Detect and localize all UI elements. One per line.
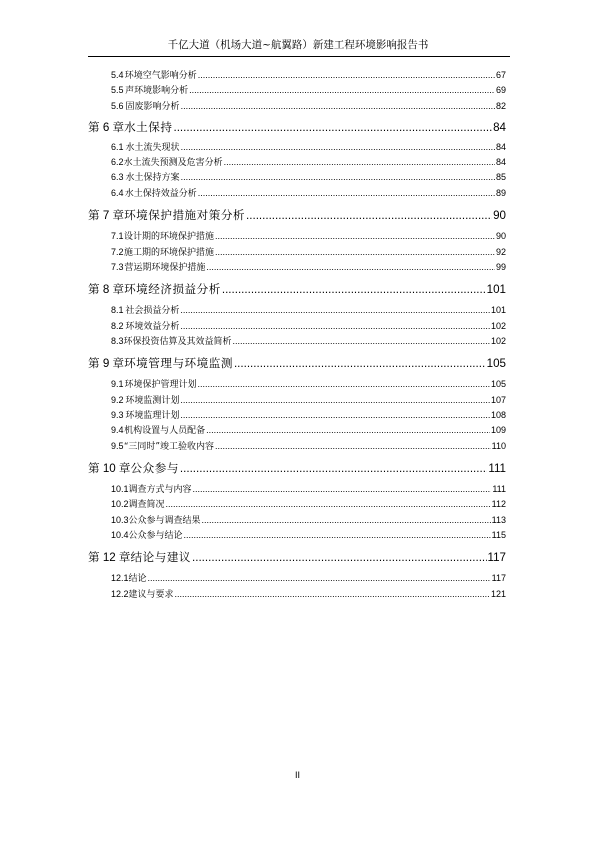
toc-entry-number: 9.3 bbox=[111, 410, 124, 421]
toc-section-entry[interactable] bbox=[88, 260, 506, 275]
toc-entry-number: 7.3 bbox=[111, 261, 124, 272]
toc-entry-page-number: 102 bbox=[490, 335, 506, 346]
toc-entry-number: 第 12 章 bbox=[88, 551, 131, 565]
dot-leader bbox=[198, 377, 490, 392]
toc-entry-page-number: 117 bbox=[491, 573, 506, 584]
toc-entry-page-number: 84 bbox=[493, 120, 506, 134]
toc-section-entry[interactable] bbox=[88, 423, 506, 438]
dot-leader bbox=[175, 587, 490, 602]
toc-entry-number: 9.2 bbox=[111, 394, 124, 405]
toc-entry-title: 环境保护管理计划 bbox=[124, 380, 197, 391]
page-number: II bbox=[294, 770, 300, 780]
dot-leader bbox=[166, 497, 491, 512]
toc-entry-number: 6.1 bbox=[111, 141, 124, 152]
toc-section-entry[interactable] bbox=[88, 155, 506, 170]
toc-entry-number: 8.3 bbox=[111, 335, 124, 346]
toc-entry-page-number: 89 bbox=[495, 187, 506, 198]
toc-section-entry[interactable] bbox=[88, 68, 506, 83]
toc-entry-title: 施工期的环境保护措施 bbox=[123, 247, 214, 258]
toc-section-entry[interactable] bbox=[88, 83, 506, 98]
toc-entry-title: 环境保护措施对策分析 bbox=[124, 208, 246, 223]
dot-leader bbox=[202, 513, 491, 528]
dot-leader bbox=[180, 408, 490, 423]
toc-entry-number: 第 6 章 bbox=[88, 120, 125, 134]
toc-chapter-entry[interactable] bbox=[88, 275, 506, 303]
toc-entry-title: 环境监理计划 bbox=[125, 411, 180, 422]
toc-entry-page-number: 102 bbox=[490, 320, 506, 331]
dot-leader bbox=[181, 170, 495, 185]
toc-section-entry[interactable] bbox=[88, 408, 506, 423]
dot-leader bbox=[215, 245, 495, 260]
toc-entry-number: 7.1 bbox=[111, 231, 124, 242]
toc-chapter-entry[interactable] bbox=[88, 349, 506, 377]
toc-chapter-entry[interactable] bbox=[88, 543, 506, 571]
toc-entry-title: 调查简况 bbox=[128, 500, 165, 511]
toc-entry-page-number: 111 bbox=[492, 484, 506, 495]
toc-entry-number: 5.5 bbox=[111, 85, 124, 96]
toc-entry-page-number: 67 bbox=[495, 70, 506, 80]
toc-entry-title: 水土流失现状 bbox=[125, 142, 180, 153]
toc-entry-page-number: 90 bbox=[493, 209, 506, 223]
toc-entry-number: 第 8 章 bbox=[88, 283, 125, 297]
toc-entry-number: 第 7 章 bbox=[88, 209, 125, 223]
toc-entry-number: 5.4 bbox=[111, 70, 124, 80]
toc-entry-page-number: 101 bbox=[490, 305, 506, 316]
dot-leader bbox=[233, 334, 490, 349]
dot-leader bbox=[180, 303, 490, 318]
toc-entry-page-number: 84 bbox=[495, 157, 506, 168]
toc-entry-title: 结论 bbox=[128, 574, 147, 585]
toc-entry-number: 6.3 bbox=[111, 172, 124, 183]
toc-section-entry[interactable] bbox=[88, 377, 506, 392]
toc-entry-title: 水土保持 bbox=[124, 119, 173, 134]
toc-entry-number: 9.1 bbox=[111, 379, 124, 390]
toc-entry-title: 营运期环境保护措施 bbox=[124, 262, 206, 273]
toc-section-entry[interactable] bbox=[88, 186, 506, 201]
toc-entry-title: 建议与要求 bbox=[128, 589, 174, 600]
toc-entry-title: 公众参与 bbox=[130, 460, 179, 475]
toc-entry-page-number: 105 bbox=[490, 379, 506, 390]
toc-entry-title: 调查方式与内容 bbox=[128, 485, 192, 496]
toc-entry-page-number: 99 bbox=[495, 261, 506, 272]
toc-entry-page-number: 92 bbox=[495, 246, 506, 257]
toc-section-entry[interactable] bbox=[88, 140, 506, 155]
toc-chapter-entry[interactable] bbox=[88, 201, 506, 229]
dot-leader bbox=[184, 528, 491, 543]
toc-entry-title: 结论与建议 bbox=[130, 550, 192, 565]
toc-section-entry[interactable] bbox=[88, 334, 506, 349]
toc-entry-number: 8.2 bbox=[111, 320, 124, 331]
toc-entry-page-number: 101 bbox=[486, 283, 506, 297]
dot-leader bbox=[173, 115, 492, 141]
dot-leader bbox=[180, 393, 490, 408]
dot-leader bbox=[215, 229, 495, 244]
toc-entry-title: 环境管理与环境监测 bbox=[124, 356, 233, 371]
toc-entry-page-number: 82 bbox=[495, 100, 506, 111]
dot-leader bbox=[181, 140, 495, 155]
dot-leader bbox=[222, 276, 486, 304]
toc-section-entry[interactable] bbox=[88, 319, 506, 334]
toc-entry-number: 12.2 bbox=[111, 588, 129, 599]
toc-entry-page-number: 90 bbox=[495, 231, 506, 242]
page-header-title: 千亿大道（机场大道~航翼路）新建工程环境影响报告书 bbox=[167, 39, 429, 51]
toc-entry-title: 公众参与调查结果 bbox=[128, 515, 201, 526]
toc-entry-title: 设计期的环境保护措施 bbox=[123, 232, 214, 243]
toc-entry-title: 机构设置与人员配备 bbox=[124, 426, 206, 437]
toc-entry-page-number: 107 bbox=[490, 394, 506, 405]
toc-entry-page-number: 84 bbox=[495, 141, 506, 152]
dot-leader bbox=[206, 260, 495, 275]
dot-leader bbox=[193, 482, 492, 497]
toc-entry-title: 环境效益分析 bbox=[125, 321, 180, 332]
toc-entry-page-number: 111 bbox=[488, 461, 506, 475]
toc-section-entry[interactable] bbox=[88, 482, 506, 497]
toc-entry-page-number: 110 bbox=[491, 440, 506, 451]
dot-leader bbox=[246, 202, 492, 230]
dot-leader bbox=[148, 571, 491, 586]
dot-leader bbox=[192, 544, 487, 572]
toc-chapter-entry[interactable] bbox=[88, 454, 506, 482]
header-rule bbox=[88, 56, 510, 57]
toc-entry-number: 6.2 bbox=[111, 157, 124, 168]
toc-entry-title: 水土流失预测及危害分析 bbox=[123, 158, 223, 169]
toc-section-entry[interactable] bbox=[88, 439, 506, 454]
toc-entry-title: 环境经济损益分析 bbox=[124, 282, 221, 297]
dot-leader bbox=[181, 99, 495, 114]
toc-entry-number: 12.1 bbox=[111, 573, 129, 584]
toc-section-entry[interactable] bbox=[88, 571, 506, 586]
dot-leader bbox=[198, 68, 495, 83]
toc-section-entry[interactable] bbox=[88, 170, 506, 185]
toc-entry-number: 8.1 bbox=[111, 305, 124, 316]
dot-leader bbox=[189, 83, 495, 98]
dot-leader bbox=[224, 155, 495, 170]
toc-entry-number: 9.4 bbox=[111, 425, 124, 436]
toc-entry-page-number: 112 bbox=[491, 499, 506, 510]
dot-leader bbox=[180, 319, 490, 334]
toc-entry-page-number: 115 bbox=[491, 529, 506, 540]
toc-entry-page-number: 69 bbox=[495, 85, 506, 96]
toc-entry-title: 声环境影响分析 bbox=[125, 86, 189, 97]
toc-entry-page-number: 117 bbox=[487, 551, 506, 565]
toc-entry-title: 环境监测计划 bbox=[125, 395, 180, 406]
toc-entry-page-number: 105 bbox=[486, 357, 506, 371]
toc-section-entry[interactable] bbox=[88, 497, 506, 512]
toc-entry-number: 5.6 bbox=[111, 100, 124, 111]
toc-entry-number: 10.2 bbox=[111, 499, 129, 510]
toc-entry-title: 社会损益分析 bbox=[125, 306, 180, 317]
toc-entry-title: 固废影响分析 bbox=[125, 101, 180, 112]
toc-section-entry[interactable] bbox=[88, 229, 506, 244]
dot-leader bbox=[206, 423, 490, 438]
toc-entry-number: 9.5 bbox=[111, 440, 124, 451]
dot-leader bbox=[198, 186, 495, 201]
toc-entry-number: 第 10 章 bbox=[88, 461, 131, 475]
toc-entry-title: 环保投资估算及其效益简析 bbox=[123, 336, 232, 347]
toc-entry-number: 10.4 bbox=[111, 529, 129, 540]
toc-entry-page-number: 85 bbox=[495, 172, 506, 183]
toc-entry-title: “三同时”竣工验收内容 bbox=[123, 441, 214, 452]
toc-entry-page-number: 108 bbox=[490, 410, 506, 421]
toc-section-entry[interactable] bbox=[88, 513, 506, 528]
toc-section-entry[interactable] bbox=[88, 528, 506, 543]
dot-leader bbox=[215, 439, 491, 454]
toc-entry-number: 10.1 bbox=[111, 484, 129, 495]
table-of-contents bbox=[88, 68, 506, 602]
toc-chapter-entry[interactable] bbox=[88, 114, 506, 140]
toc-entry-title: 水土保持效益分析 bbox=[124, 188, 197, 199]
toc-section-entry[interactable] bbox=[88, 303, 506, 318]
toc-entry-number: 6.4 bbox=[111, 187, 124, 198]
toc-entry-number: 第 9 章 bbox=[88, 357, 125, 371]
toc-entry-title: 水土保持方案 bbox=[125, 173, 180, 184]
toc-entry-number: 7.2 bbox=[111, 246, 124, 257]
toc-entry-title: 公众参与结论 bbox=[128, 530, 183, 541]
dot-leader bbox=[180, 455, 487, 483]
toc-entry-page-number: 121 bbox=[490, 588, 506, 599]
dot-leader bbox=[234, 350, 486, 378]
toc-section-entry[interactable] bbox=[88, 587, 506, 602]
toc-section-entry[interactable] bbox=[88, 245, 506, 260]
toc-entry-title: 环境空气影响分析 bbox=[124, 71, 197, 81]
toc-entry-number: 10.3 bbox=[111, 514, 129, 525]
toc-entry-page-number: 113 bbox=[491, 514, 506, 525]
toc-section-entry[interactable] bbox=[88, 99, 506, 114]
toc-section-entry[interactable] bbox=[88, 393, 506, 408]
toc-entry-page-number: 109 bbox=[490, 425, 506, 436]
